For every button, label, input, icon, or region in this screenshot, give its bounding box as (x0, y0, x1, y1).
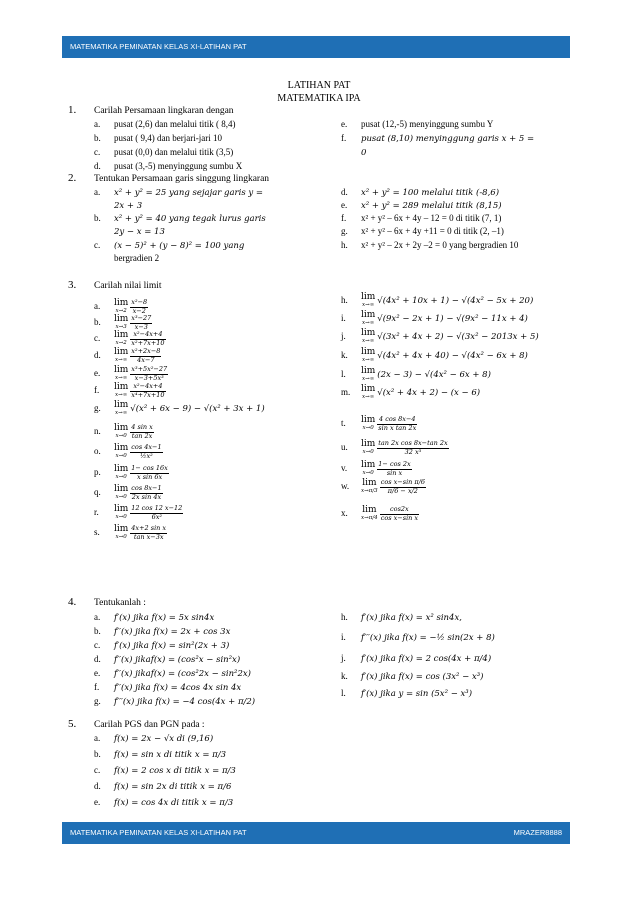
limit-operator: lim 𝑥→∞ (361, 347, 376, 363)
limit-item: a. lim 𝑥→2 $\frac{\text{𝑥²−8}}{\text{𝑥−2}}$ (94, 298, 148, 315)
limit-item: u. lim 𝑥→0 $\frac{\text{tan 2𝑥 cos 8𝑥−tan 2𝑥}}{\text{32 𝑥³}}$ (341, 439, 448, 456)
limit-item: t. lim 𝑥→0 $\frac{\text{4 cos 8𝑥−4}}{\text{sin 𝑥 tan 2𝑥}}$ (341, 415, 417, 432)
limit-item: b. lim 𝑥→3 $\frac{\text{𝑥³−27}}{\text{𝑥−3}}$ (94, 314, 152, 331)
limit-item: v. lim 𝑥→0 $\frac{\text{1− cos 2𝑥}}{\text{sin 𝑥}}$ (341, 460, 411, 477)
limit-fraction: $\frac{\text{𝑥²+2𝑥−8}}{\text{4𝑥−7}}$ (131, 347, 161, 364)
limit-expression: √(9𝑥² − 2𝑥 + 1) − √(9𝑥² − 11𝑥 + 4) (377, 314, 528, 325)
limit-operator: lim 𝑥→∞ (361, 366, 376, 382)
limit-item: p. lim 𝑥→0 $\frac{\text{1− cos 16𝑥}}{\text{𝑥 sin 6𝑥}}$ (94, 464, 168, 481)
list-item: c. 𝑓′(𝑥) jika 𝑓(𝑥) = 𝑠𝑖𝑛²(2𝑥 + 3) (94, 640, 230, 651)
limit-operator: lim 𝑥→0 (361, 439, 376, 455)
list-item: b. 𝑓(𝑥) = sin 𝑥 𝑑𝑖 𝑡𝑖𝑡𝑖𝑘 𝑥 = π/3 (94, 749, 227, 760)
list-item: f. x² + y² – 6x + 4y – 12 = 0 di titik (7, 1) (341, 213, 502, 223)
list-item: g. 𝑓′′′(𝑥) jika 𝑓(𝑥) = −4 cos(4𝑥 + π/2) (94, 696, 256, 707)
limit-expression: √(4𝑥² + 10𝑥 + 1) − √(4𝑥² − 5𝑥 + 20) (377, 296, 534, 307)
limit-fraction: $\frac{\text{cos2𝑥}}{\text{cos 𝑥−sin 𝑥}}$ (380, 505, 419, 522)
list-item: l. 𝑓′(𝑥) jika 𝑦 = sin (5𝑥² − 𝑥³) (341, 688, 473, 699)
limit-item: c. lim 𝑥→2 $\frac{\text{𝑥²−4𝑥+4}}{\text{𝑥²+7𝑥+10}}$ (94, 330, 165, 347)
list-item: e. 𝑓′′(𝑥) jika𝑓(𝑥) = (𝑐𝑜𝑠²2𝑥 − 𝑠𝑖𝑛²2𝑥) (94, 668, 251, 679)
limit-fraction: $\frac{\text{tan 2𝑥 cos 8𝑥−tan 2𝑥}}{\text{32 𝑥³}}$ (378, 439, 448, 456)
limit-operator: lim 𝑥→∞ (361, 384, 376, 400)
limit-operator: lim 𝑥→0 (114, 504, 129, 520)
limit-fraction: $\frac{\text{cos 8𝑥−1}}{\text{2𝑥 sin 4𝑥}}$ (131, 484, 162, 501)
footer-left: MATEMATIKA PEMINATAN KELAS XI-LATIHAN PAT (70, 828, 247, 837)
limit-item: x. lim 𝑥→π/4 $\frac{\text{cos2𝑥}}{\text{cos 𝑥−sin 𝑥}}$ (341, 505, 419, 522)
list-item: g. x² + y² – 6x + 4y +11 = 0 di titik (2, –1) (341, 226, 504, 236)
section-1-heading: 1. Carilah Persamaan lingkaran dengan (68, 104, 234, 116)
limit-fraction: $\frac{\text{4 sin 𝑥}}{\text{tan 2𝑥}}$ (131, 423, 153, 440)
list-item: a. 𝑓′(𝑥) jika 𝑓(𝑥) = 5𝑥 sin4𝑥 (94, 612, 215, 623)
list-item: c. (𝑥 − 5)² + (𝑦 − 8)² = 100 yang (94, 240, 245, 251)
list-item: d. pusat (3,-5) menyinggung sumbu X (94, 161, 243, 171)
limit-operator: lim 𝑥→π/3 (361, 478, 378, 494)
limit-fraction: $\frac{\text{𝑥²−8}}{\text{𝑥−2}}$ (131, 298, 148, 315)
list-item: b. pusat ( 9,4) dan berjari-jari 10 (94, 133, 222, 143)
list-item: d. 𝑓′′(𝑥) jika𝑓(𝑥) = (𝑐𝑜𝑠²𝑥 − 𝑠𝑖𝑛²𝑥) (94, 654, 241, 665)
limit-fraction: $\frac{\text{cos 𝑥−sin π/6}}{\text{π/6 − 𝑥/2}}$ (380, 478, 426, 495)
list-item: h. 𝑓′(𝑥) jika 𝑓(𝑥) = 𝑥² sin4𝑥, (341, 612, 462, 623)
limit-expression: √(𝑥² + 4𝑥 + 2) − (𝑥 − 6) (377, 388, 481, 399)
limit-fraction: $\frac{\text{1− cos 2𝑥}}{\text{sin 𝑥}}$ (378, 460, 411, 477)
list-item: a. 𝑥² + 𝑦² = 25 yang sejajar garis 𝑦 = (94, 187, 264, 198)
limit-item: i. lim 𝑥→∞ √(9𝑥² − 2𝑥 + 1) − √(9𝑥² − 11𝑥 + 4) (341, 310, 528, 326)
limit-operator: lim 𝑥→∞ (361, 310, 376, 326)
limit-operator: lim 𝑥→∞ (361, 292, 376, 308)
limit-fraction: $\frac{\text{𝑥²−4𝑥+4}}{\text{𝑥⁴+7𝑥+10}}$ (131, 382, 165, 399)
limit-operator: lim 𝑥→0 (114, 464, 129, 480)
list-item: a. pusat (2,6) dan melalui titik ( 8,4) (94, 119, 236, 129)
limit-item: n. lim 𝑥→0 $\frac{\text{4 sin 𝑥}}{\text{tan 2𝑥}}$ (94, 423, 153, 440)
limit-item: r. lim 𝑥→0 $\frac{\text{12 cos 12 𝑥−12}}{\text{6𝑥²}}$ (94, 504, 183, 521)
limit-fraction: $\frac{\text{12 cos 12 𝑥−12}}{\text{6𝑥²}}$ (131, 504, 183, 521)
limit-operator: lim 𝑥→∞ (114, 347, 129, 363)
list-item: j. 𝑓′(𝑥) jika 𝑓(𝑥) = 2 cos(4𝑥 + π/4) (341, 653, 492, 664)
limit-operator: lim 𝑥→∞ (114, 365, 129, 381)
section-4-heading: 4. Tentukanlah : (68, 596, 146, 608)
limit-fraction: $\frac{\text{4𝑥+2 sin 𝑥}}{\text{tan 𝑥−3𝑥}}$ (131, 524, 167, 541)
limit-item: w. lim 𝑥→π/3 $\frac{\text{cos 𝑥−sin π/6}}{\text{π/6 − 𝑥/2}}$ (341, 478, 426, 495)
section-5-heading: 5. Carilah PGS dan PGN pada : (68, 718, 205, 730)
list-item: f. pusat (8,10) menyinggung garis 𝑥 + 5 = (341, 133, 535, 144)
limit-operator: lim 𝑥→∞ (114, 400, 129, 416)
limit-operator: lim 𝑥→0 (114, 524, 129, 540)
limit-item: f. lim 𝑥→∞ $\frac{\text{𝑥²−4𝑥+4}}{\text{𝑥⁴+7𝑥+10}}$ (94, 382, 165, 399)
list-item: b. 𝑥² + 𝑦² = 40 yang tegak lurus garis (94, 213, 266, 224)
footer-right: MRAZER8888 (513, 828, 562, 837)
limit-item: o. lim 𝑥→0 $\frac{\text{cos 4𝑥−1}}{\text{½𝑥²}}$ (94, 443, 162, 460)
limit-fraction: $\frac{\text{4 cos 8𝑥−4}}{\text{sin 𝑥 tan 2𝑥}}$ (378, 415, 417, 432)
section-3-heading: 3. Carilah nilai limit (68, 279, 162, 291)
list-item: d. 𝑥² + 𝑦² = 100 melalui titik (-8,6) (341, 187, 500, 198)
limit-operator: lim 𝑥→2 (114, 298, 129, 314)
page-footer (62, 822, 570, 844)
list-item: h. x² + y² – 2x + 2y –2 = 0 yang bergradien 10 (341, 240, 519, 250)
limit-item: j. lim 𝑥→∞ √(3𝑥² + 4𝑥 + 2) − √(3𝑥² − 2013𝑥 + 5) (341, 328, 539, 344)
limit-expression: √(3𝑥² + 4𝑥 + 2) − √(3𝑥² − 2013𝑥 + 5) (377, 332, 539, 343)
limit-operator: lim 𝑥→0 (361, 460, 376, 476)
limit-operator: lim 𝑥→∞ (361, 328, 376, 344)
list-item: c. pusat (0,0) dan melalui titik (3,5) (94, 147, 234, 157)
limit-fraction: $\frac{\text{cos 4𝑥−1}}{\text{½𝑥²}}$ (131, 443, 162, 460)
limit-item: m. lim 𝑥→∞ √(𝑥² + 4𝑥 + 2) − (𝑥 − 6) (341, 384, 481, 400)
list-item: i. 𝑓′′′(𝑥) jika 𝑓(𝑥) = −½ sin(2𝑥 + 8) (341, 632, 495, 643)
limit-item: e. lim 𝑥→∞ $\frac{\text{𝑥³+5𝑥²−27}}{\text{𝑥−3+5𝑥³}}$ (94, 365, 168, 382)
limit-operator: lim 𝑥→0 (114, 443, 129, 459)
limit-item: d. lim 𝑥→∞ $\frac{\text{𝑥²+2𝑥−8}}{\text{4𝑥−7}}$ (94, 347, 161, 364)
limit-item: g. lim 𝑥→∞ √(𝑥² + 6𝑥 − 9) − √(𝑥² + 3𝑥 + 1) (94, 400, 265, 416)
list-item: bergradien 2 (114, 253, 160, 263)
limit-fraction: $\frac{\text{𝑥³+5𝑥²−27}}{\text{𝑥−3+5𝑥³}}$ (131, 365, 168, 382)
page-header: MATEMATIKA PEMINATAN KELAS XI-LATIHAN PAT (62, 36, 570, 58)
list-item: c. 𝑓(𝑥) = 2 cos 𝑥 𝑑𝑖 𝑡𝑖𝑡𝑖𝑘 𝑥 = π/3 (94, 765, 236, 776)
limit-fraction: $\frac{\text{𝑥²−4𝑥+4}}{\text{𝑥²+7𝑥+10}}$ (131, 330, 165, 347)
limit-expression: (2𝑥 − 3) − √(4𝑥² − 6𝑥 + 8) (377, 370, 491, 381)
list-item: f. 𝑓′′(𝑥) jika 𝑓(𝑥) = 4cos 4𝑥 sin 4𝑥 (94, 682, 242, 693)
list-item: e. 𝑥² + 𝑦² = 289 melalui titik (8,15) (341, 200, 502, 211)
limit-fraction: $\frac{\text{𝑥³−27}}{\text{𝑥−3}}$ (131, 314, 152, 331)
limit-item: s. lim 𝑥→0 $\frac{\text{4𝑥+2 sin 𝑥}}{\text{tan 𝑥−3𝑥}}$ (94, 524, 167, 541)
limit-operator: lim 𝑥→0 (361, 415, 376, 431)
list-item: a. 𝑓(𝑥) = 2𝑥 − √𝑥 di (9,16) (94, 733, 214, 744)
list-item: e. 𝑓(𝑥) = cos 4𝑥 𝑑𝑖 𝑡𝑖𝑡𝑖𝑘 𝑥 = π/3 (94, 797, 234, 808)
doc-subtitle: MATEMATIKA IPA (277, 93, 361, 104)
limit-expression: √(4𝑥² + 4𝑥 + 40) − √(4𝑥² − 6𝑥 + 8) (377, 351, 528, 362)
limit-operator: lim 𝑥→0 (114, 423, 129, 439)
list-item: 2𝑥 + 3 (114, 201, 143, 211)
limit-operator: lim 𝑥→0 (114, 484, 129, 500)
limit-operator: lim 𝑥→2 (114, 330, 129, 346)
list-item: k. 𝑓′(𝑥) jika 𝑓(𝑥) = cos (3𝑥² − 𝑥³) (341, 671, 484, 682)
limit-operator: lim 𝑥→3 (114, 314, 129, 330)
list-item: b. 𝑓′′(𝑥) jika 𝑓(𝑥) = 2𝑥 + cos 3𝑥 (94, 626, 231, 637)
limit-item: q. lim 𝑥→0 $\frac{\text{cos 8𝑥−1}}{\text{2𝑥 sin 4𝑥}}$ (94, 484, 162, 501)
limit-fraction: $\frac{\text{1− cos 16𝑥}}{\text{𝑥 sin 6𝑥}}$ (131, 464, 168, 481)
list-item: 2𝑦 − 𝑥 = 13 (114, 227, 165, 237)
limit-operator: lim 𝑥→∞ (114, 382, 129, 398)
section-2-heading: 2. Tentukan Persamaan garis singgung lingkaran (68, 172, 270, 184)
doc-title: LATIHAN PAT (287, 80, 351, 91)
limit-expression: √(𝑥² + 6𝑥 − 9) − √(𝑥² + 3𝑥 + 1) (130, 404, 265, 415)
list-item: e. pusat (12,-5) menyinggung sumbu Y (341, 119, 494, 129)
limit-item: l. lim 𝑥→∞ (2𝑥 − 3) − √(4𝑥² − 6𝑥 + 8) (341, 366, 491, 382)
limit-item: h. lim 𝑥→∞ √(4𝑥² + 10𝑥 + 1) − √(4𝑥² − 5𝑥 + 20) (341, 292, 534, 308)
limit-item: k. lim 𝑥→∞ √(4𝑥² + 4𝑥 + 40) − √(4𝑥² − 6𝑥 + 8) (341, 347, 528, 363)
limit-operator: lim 𝑥→π/4 (361, 505, 378, 521)
list-item: 0 (361, 148, 367, 158)
list-item: d. 𝑓(𝑥) = sin 2𝑥 𝑑𝑖 𝑡𝑖𝑡𝑖𝑘 𝑥 = π/6 (94, 781, 232, 792)
